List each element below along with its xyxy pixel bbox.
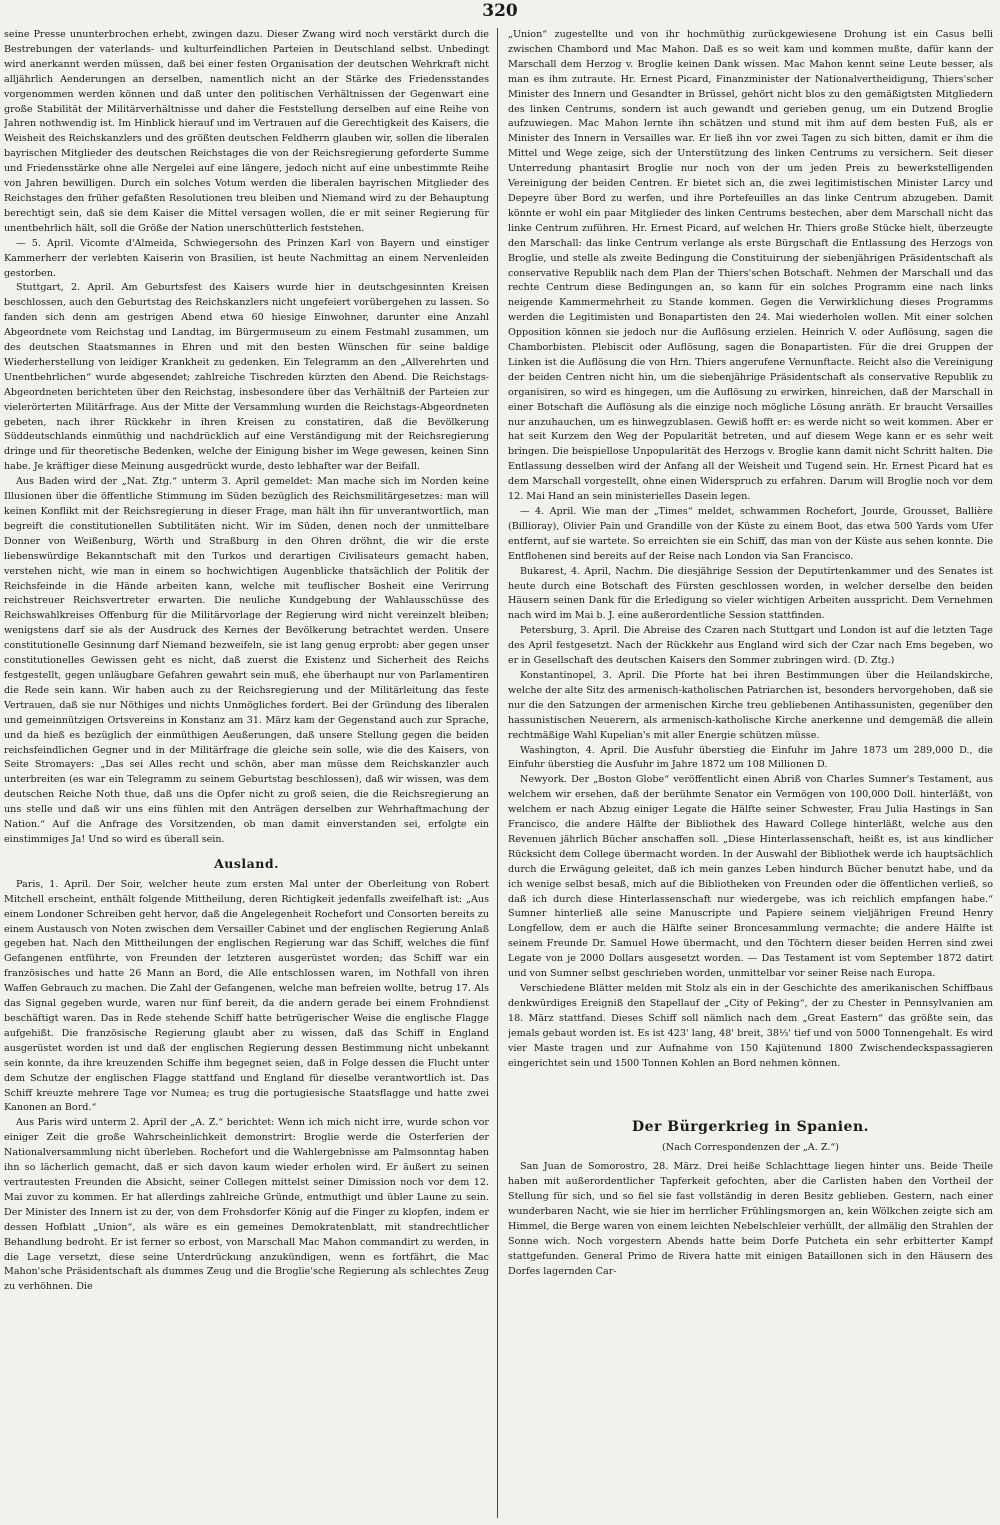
section-subtitle: (Nach Correspondenzen der „A. Z.“) — [661, 1142, 840, 1154]
section-heading: Ausland. — [214, 855, 279, 871]
section-heading: Der Bürgerkrieg in Spanien. — [631, 1119, 870, 1136]
article-paragraph: San Juan de Somorostro, 28. März. Drei heiße Schlachttage liegen hinter uns. Beide Theile haben mit außerordentlicher Tapferkeit gefochten, aber die Carlisten haben den Vortheil der Stellung für sich, und so fiel sie fast vollständig in deren Besitz geblieben. Gestern, nach einer wunderbaren Nacht, wie sie hier im herrlicher Frühlingsmorgen an, kein Wölkchen zeigte sich am Himmel, die Berge waren von einem leichten Nebelschleier verhüllt, der allmälig den Strahlen der Sonne wich. Noch vorgestern Abends hatte beim Dorfe Putcheta ein sehr erbitterter Kampf stattgefunden. General Primo de Rivera hatte mit einigen Bataillonen sich in den Häusern des Dorfes lagernden Car- — [508, 1161, 993, 1277]
article-paragraph: Paris, 1. April. Der Soir, welcher heute zum ersten Mal unter der Oberleitung von Robert Mitchell erscheint, enthält folgende Mittheilung, deren Richtigkeit jedenfalls zweifelhaft ist: „Aus einem Londoner Schreiben geht hervor, daß die Angelegenheit Rochefort und Consorten bereits zu einem Austausch von Noten zwischen dem Versailler Cabinet und der englischen Regierung Anlaß gegeben hat. Nach den Mittheilungen der englischen Regierung war das Schiff, welches die fünf Gefangenen entführte, von Freunden der letzteren ausgerüstet worden; das Schiff war ein französisches und hatte 26 Mann an Bord, die Alle entschlossen waren, im Nothfall von ihren Waffen Gebrauch zu machen. Die Zahl der Gefangenen, welche man befreien wollte, betrug 17. Als das Signal gegeben wurde, waren nur fünf bereit, da die andern gerade bei einem Frohndienst beschäftigt waren. Das in Rede stehende Schiff hatte betrügerischer Weise die englische Flagge aufgehißt. Die französische Regierung glaubt aber zu wissen, daß das Schiff in England ausgerüstet worden ist und daß der englischen Regierung dessen Bestimmung nicht unbekannt sein konnte, da ihre kreuzenden Schiffe ihm begegnet seien, daß in Folge dessen die Flucht unter dem Schutze der englischen Flagge stattfand und England für dieselbe verantwortlich ist. Das Schiff kreuzte mehrere Tage vor Numea; es trug die portugiesische Staatsflagge und hatte zwei Kanonen an Bord.“ — [4, 878, 489, 1114]
article-paragraph: Bukarest, 4. April, Nachm. Die diesjährige Session der Deputirtenkammer und des Senates ist heute durch eine Botschaft des Fürsten geschlossen worden, in welcher derselbe den beiden Häusern seinen Dank für die Erledigung so vieler wichtigen Arbeiten ausspricht. Dem Vernehmen nach wird im Mai b. J. eine außerordentliche Session stattfinden. — [508, 565, 993, 622]
article-paragraph: Aus Baden wird der „Nat. Ztg.“ unterm 3. April gemeldet: Man mache sich im Norden keine Illusionen über die öffentliche Stimmung im Süden bezüglich des Reichsmilitärgesetzes: man will keinen Konflikt mit der Reichsregierung in dieser Frage, man hält ihn für unverantwortlich, man begreift die constitutionellen Subtilitäten nicht. Wir im Süden, denen noch der unmittelbare Donner von Weißenburg, Wörth und Straßburg in den Ohren dröhnt, die wir die erste liebenswürdige Bekanntschaft mit den Turkos und derartigen Civilisateurs gemacht haben, verstehen nicht, wie man in einem so hochwichtigen Augenblicke thatsächlich der Politik der Reichsfeinde in die Hände arbeiten kann, welche mit teuflischer Bosheit eine Verirrung reichstreuer Reichsvertreter erwarten. Die neuliche Kundgebung der Wahlausschüsse des Reichswahlkreises Offenburg für die Militärvorlage der Regierung wird nicht vereinzelt bleiben; wenigstens darf sie als der Ausdruck des Kernes der Bevölkerung betrachtet werden. Unsere constitutionelle Gesinnung darf Niemand bezweifeln, sie ist lang genug erprobt: aber gegen unser constitutionelles Gewissen geht es nicht, daß zuerst die Existenz und Sicherheit des Reichs festgestellt, gegen unläugbare Gefahren gewahrt sein muß, ehe überhaupt nur von Parlamentiren die Rede sein kann. Wir haben auch zu der Reichsregierung und der Militärleitung das feste Vertrauen, daß sie nur Nöthiges und nichts Unmögliches fordert. Bei der Gründung des liberalen und gemeinnützigen Ortsvereins in Konstanz am 31. März kam der Gegenstand auch zur Sprache, und da hieß es bezüglich der einmüthigen Aeußerungen, daß unsere Stellung gegen die beiden reichsfeindlichen Gegner und in der Militärfrage die gleiche sein solle, wie die des Kaisers, von Seite Stromayers: „Das sei Alles recht und schön, aber man müsse dem Reichskanzler auch unterbreiten (es war ein Telegramm zu seinem Geburtstag beschlossen), daß wir wissen, was dem deutschen Reiche Noth thue, daß uns die Opfer nicht zu groß seien, die die Reichsregierung an uns stelle und daß wir uns eins fühlen mit den Anträgen derselben zur Wehrhaftmachung der Nation.“ Auf die Anfrage des Vorsitzenden, ob man damit einverstanden sei, erfolgte ein einstimmiges Ja! Und so wird es überall sein. — [4, 476, 489, 845]
article-paragraph: Washington, 4. April. Die Ausfuhr überstieg die Einfuhr im Jahre 1873 um 289,000 D., die Einfuhr überstieg die Ausfuhr im Jahre 1872 um 108 Millionen D. — [508, 744, 993, 771]
article-paragraph: seine Presse ununterbrochen erhebt, zwingen dazu. Dieser Zwang wird noch verstärkt durch die Bestrebungen der vaterlands- und kulturfeindlichen Parteien in Deutschland selbst. Unbedingt wird anerkannt werden müssen, daß bei einer festen Organisation der deutschen Wehrkraft nicht alljährlich Aenderungen an derselben, namentlich nicht an der Stärke des Friedensstandes vorgenommen werden können und daß unter den politischen Verhältnissen der Gegenwart eine große Stabilität der Militärverhältnisse und daher die Feststellung derselben auf eine Reihe von Jahren nothwendig ist. Im Hinblick hierauf und im Vertrauen auf die Gerechtigkeit des Kaisers, die Weisheit des Reichskanzlers und des größten deutschen Feldherrn glauben wir, sollen die liberalen bayrischen Mitglieder des deutschen Reichstages die von der Reichsregierung geforderte Summe und Friedensstärke ohne alle Nergelei auf eine längere, jedoch nicht auf eine unbestimmte Reihe von Jahren bewilligen. Durch ein solches Votum werden die liberalen bayrischen Mitglieder des Reichstages den früher gefaßten Resolutionen treu bleiben und Niemand wird zu der Behauptung berechtigt sein, daß sie dem Kaiser die Mittel versagen wollen, die er mit seiner Regierung für unentbehrlich hält, soll die Größe der Nation unerschütterlich feststehen. — [4, 29, 489, 234]
article-paragraph: Petersburg, 3. April. Die Abreise des Czaren nach Stuttgart und London ist auf die letzten Tage des April festgesetzt. Nach der Rückkehr aus England wird sich der Czar nach Ems begeben, wo er in Gesellschaft des deutschen Kaisers den Sommer zubringen wird. (D. Ztg.) — [508, 625, 993, 667]
article-paragraph: Konstantinopel, 3. April. Die Pforte hat bei ihren Bestimmungen über die Heilandskirche, welche der alte Sitz des armenisch-katholischen Patriarchen ist, besonders hervorgehoben, daß sie nur die den Satzungen der armenischen Kirche treu gebliebenen Antihassunisten, gegenüber den hassunistischen Neuerern, als armenisch-katholische Kirche anerkenne und demgemäß die allein rechtmäßige Wahl Kupelian's mit aller Energie schützen müsse. — [508, 669, 993, 741]
article-paragraph: Stuttgart, 2. April. Am Geburtsfest des Kaisers wurde hier in deutschgesinnten Kreisen beschlossen, auch den Geburtstag des Reichskanzlers nicht ungefeiert vorübergehen zu lassen. So fanden sich denn am gestrigen Abend etwa 60 hiesige Einwohner, darunter eine Anzahl Abgeordnete vom Reichstag und Landtag, im Bürgermuseum zu einem Festmahl zusammen, um des deutschen Staatsmannes in Ehren und mit den besten Wünschen für seine baldige Wiederherstellung von leidiger Krankheit zu gedenken. Ein Telegramm an den „Allverehrten und Unentbehrlichen“ wurde abgesendet; zahlreiche Tischreden kürzten den Abend. Die Reichstags-Abgeordneten berichteten über den Reichstag, insbesondere über das Verhältniß der Parteien zur vielerörterten Militärfrage. Aus der Mitte der Versammlung wurden die Reichstags-Abgeordneten gebeten, nach ihrer Rückkehr in ihren Kreisen zu constatiren, daß die Bevölkerung Süddeutschlands einmüthig und nachdrücklich auf eine Verständigung mit der Reichsregierung dringe und für theoretische Bedenken, welche der Einigung bisher im Wege gewesen, keinen Sinn habe. Je kräftiger diese Meinung ausgedrückt wurde, desto lebhafter war der Beifall. — [4, 282, 489, 473]
article-paragraph: Newyork. Der „Boston Globe“ veröffentlicht einen Abriß von Charles Sumner's Testament, aus welchem wir ersehen, daß der berühmte Senator ein Vermögen von 100,000 Doll. hinterläßt, von welchem er nach Abzug einiger Legate die Hälfte seiner Schwester, Frau Julia Hastings in San Francisco, die andere Hälfte der Bibliothek des Haward College hinterläßt, welche aus den Revenuen jährlich Bücher anschaffen soll. „Diese Hinterlassenschaft, heißt es, ist aus kindlicher Rücksicht dem College übermacht worden. In der Auswahl der Bibliothek werde ich hauptsächlich durch die Erwägung geleitet, daß ich mein ganzes Leben hindurch Bücher benutzt habe, und da ich wenige selbst besaß, mich auf die Bibliotheken von Freunden oder die öffentlichen verließ, so daß ich durch diese Hinterlassenschaft nur wiedergebe, was ich reichlich empfangen habe.“ Sumner hinterließ alle seine Manuscripte und Papiere seinem vieljährigen Freund Henry Longfellow, dem er auch die Hälfte seiner Broncesammlung vermachte; die andere Hälfte ist seinem Freunde Dr. Samuel Howe übermacht, und den Töchtern dieser beiden Herren sind zwei Legate von je 2000 Dollars ausgesetzt worden. — Das Testament ist vom September 1872 datirt und von Sumner selbst geschrieben worden, unmittelbar vor seiner Reise nach Europa. — [508, 774, 993, 980]
column-divider — [497, 28, 498, 1518]
article-paragraph: — 5. April. Vicomte d'Almeida, Schwiegersohn des Prinzen Karl von Bayern und einstiger Kammerherr der verlebten Kaiserin von Brasilien, ist heute Nachmittag an einem Nervenleiden gestorben. — [4, 237, 489, 279]
page-number: 320 — [482, 1, 518, 21]
article-paragraph: „Union“ zugestellte und von ihr hochmüthig zurückgewiesene Drohung ist ein Casus belli zwischen Chambord und Mac Mahon. Daß es so weit kam und kommen mußte, dafür kann der Marschall dem Herzog v. Broglie keinen Dank wissen. Mac Mahon kennt seine Leute besser, als man es ihm zutraute. Hr. Ernest Picard, Finanzminister der Nationalvertheidigung, Thiers'scher Minister des Innern und Gesandter in Brüssel, gehört nicht blos zu den gemäßigtsten Mitgliedern des linken Centrums, sondern ist auch gewandt und gerieben genug, um ein Dutzend Broglie aufzuwiegen. Mac Mahon lernte ihn schätzen und stund mit ihm auf dem besten Fuß, als er Minister des Innern in Versailles war. Er ließ ihn vor zwei Tagen zu sich bitten, damit er ihm die Mittel und Wege zeige, sich der Unterstützung des linken Centrums zu versichern. Seit dieser Unterredung phantasirt Broglie nur noch von der um jeden Preis zu bewerkstelligenden Vereinigung der beiden Centren. Er bietet sich an, die zwei legitimistischen Minister Larcy und Depeyre über Bord zu werfen, und ihre Portefeuilles an das linke Centrum abzugeben. Damit könnte er wohl ein paar Mitglieder des linken Centrums bestechen, aber dem Marschall nicht das linke Centrum zuführen. Hr. Ernest Picard, auf welchen Hr. Thiers große Stücke hielt, überzeugte den Marschall: das linke Centrum verlange als erste Bürgschaft die Entlassung des Herzogs von Broglie, und stelle als zweite Bedingung die Constituirung der siebenjährigen Präsidentschaft als conservative Republik nach dem Plan der Thiers'schen Botschaft. Nehmen der Marschall und das rechte Centrum diese Bedingungen an, so kann für ein solches Programm eine nach links neigende Kammermehrheit zu Stande kommen. Gegen die Verwirklichung dieses Programms werden die Legitimisten und Bonapartisten den 24. Mai wiederholen wollen. Mit einer solchen Opposition können sie jedoch nur die Auflösung erzielen. Heinrich V. oder Auflösung, sagen die Chamborbisten. Plebiscit oder Auflösung, sagen die Bonapartisten. Für die drei Gruppen der Linken ist die Auflösung die von Hrn. Thiers angerufene Vernunftacte. Reicht also die Vereinigung der beiden Centren nicht hin, um die siebenjährige Präsidentschaft als conservative Republik zu organisiren, so wird es hingegen, um die Auflösung zu erwirken, hinreichen, daß der Marschall in einer Botschaft die Auflösung als die einzige noch mögliche Lösung anräth. Er braucht Versailles nur anzuhauchen, um es hinwegzublasen. Gewiß hofft er: es werde nicht so weit kommen. Aber er hat seit Kurzem den Weg der Popularität betreten, und auf diesem Wege kann er es sehr weit bringen. Die beispiellose Unpopularität des Herzogs v. Broglie kann damit nicht Schritt halten. Die Entlassung desselben wird der Anfang all der Weisheit und Tugend sein. Hr. Ernest Picard hat es dem Marschall vorgestellt, ohne einen Widerspruch zu erfahren. Darum will Broglie noch vor dem 12. Mai Hand an sein ministerielles Dasein legen. — [508, 29, 993, 503]
right-column — [508, 28, 993, 1518]
article-paragraph: Verschiedene Blätter melden mit Stolz als ein in der Geschichte des amerikanischen Schiffbaus denkwürdiges Ereigniß den Stapellauf der „City of Peking“, der zu Chester in Pennsylvanien am 18. März stattfand. Dieses Schiff soll nämlich nach dem „Great Eastern“ das größte sein, das jemals gebaut worden ist. Es ist 423' lang, 48' breit, 38⅓' tief und von 5000 Tonnengehalt. Es wird vier Maste tragen und zur Aufnahme von 150 Kajütenund 1800 Zwischendeckspassagieren eingerichtet sein und 1500 Tonnen Kohlen an Bord nehmen können. — [508, 983, 993, 1069]
article-paragraph: Aus Paris wird unterm 2. April der „A. Z.“ berichtet: Wenn ich mich nicht irre, wurde schon vor einiger Zeit die große Wahrscheinlichkeit demonstrirt: Broglie werde die Osterferien der Nationalversammlung nicht überleben. Rochefort und die Wahlergebnisse am Palmsonntag haben ihn so lächerlich gemacht, daß er sich davon kaum wieder erholen wird. Er äußert zu seinen vertrautesten Freunden die Absicht, seiner Collegen mittelst seiner Dimission noch vor dem 12. Mai zuvor zu kommen. Er hat allerdings zahlreiche Gründe, entmuthigt und übler Laune zu sein. Der Minister des Innern ist zu der, von dem Frohsdorfer König auf die Finger zu klopfen, indem er dessen Hofblatt „Union“, als wäre es ein gemeines Demokratenblatt, mit standrechtlicher Behandlung bedroht. Er ist ferner so erbost, von Marschall Mac Mahon commandirt zu werden, in die Lage versetzt, diese seine Unterdrückung anzukündigen, wenn es fortfährt, die Mac Mahon'sche Präsidentschaft als dummes Zeug und die Broglie'sche Regierung als schlechtes Zeug zu verhöhnen. Die — [4, 1117, 489, 1293]
article-paragraph: — 4. April. Wie man der „Times“ meldet, schwammen Rochefort, Jourde, Grousset, Ballière (Billioray), Olivier Pain und Grandille von der Küste zu einem Boot, das etwa 500 Yards vom Ufer entfernt, auf sie wartete. So erreichten sie ein Schiff, das man von der Küste aus sehen konnte. Die Entflohenen sind bereits auf der Reise nach London via San Francisco. — [508, 506, 993, 562]
left-column — [4, 28, 489, 1518]
